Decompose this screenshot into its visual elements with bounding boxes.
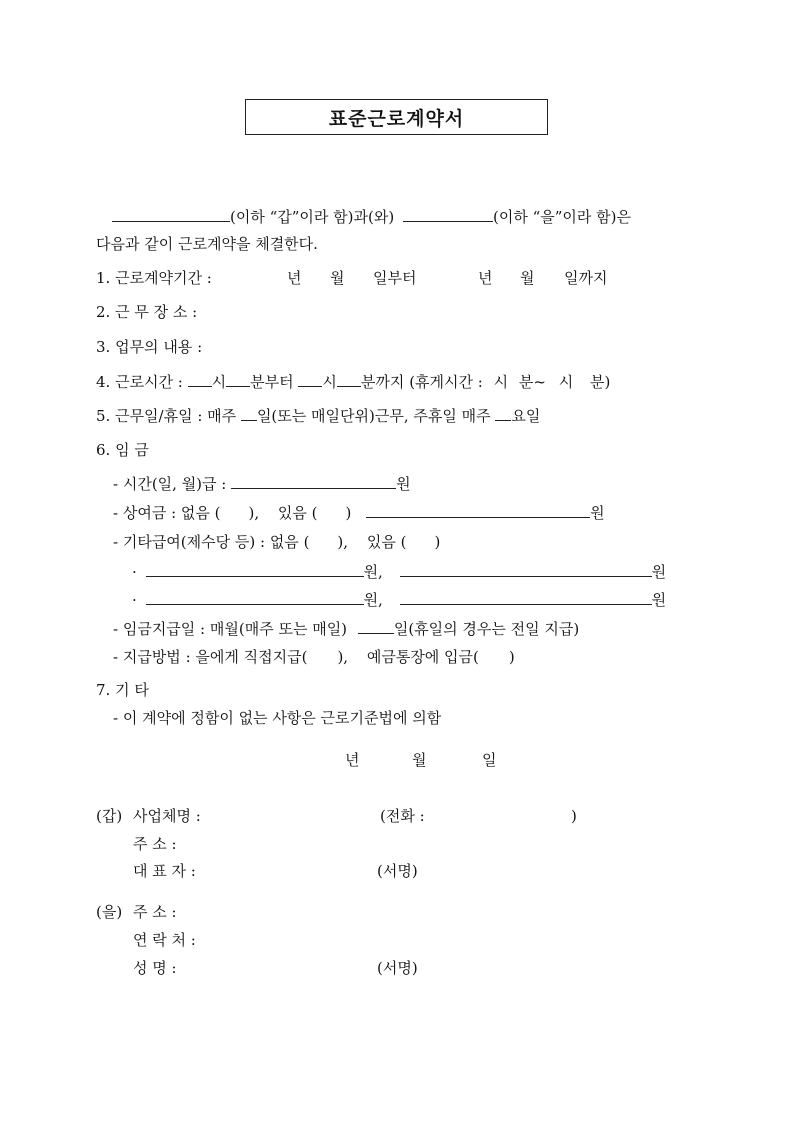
other-has-close: ) bbox=[434, 533, 441, 551]
party-b-name-label: 성 명 : bbox=[133, 959, 177, 977]
other-pay-label: - 기타급여(제수당 등) : 없음 ( bbox=[113, 533, 310, 551]
hourly-wage-blank[interactable] bbox=[231, 473, 396, 489]
bonus-amount-blank[interactable] bbox=[366, 502, 590, 518]
start-minute-blank[interactable] bbox=[226, 371, 250, 387]
other-has-label: 있음 ( bbox=[366, 533, 407, 551]
other-pay-item-1-left-blank[interactable] bbox=[146, 561, 364, 577]
item-1-day-start: 일부터 bbox=[373, 269, 417, 287]
item-5-label: 5. 근무일/휴일 : 매주 bbox=[96, 407, 237, 425]
bullet-dot: · bbox=[132, 563, 137, 581]
bonus-none-close: ), bbox=[248, 504, 260, 522]
hourly-wage-line bbox=[113, 473, 411, 494]
other-pay-item-1-right-blank[interactable] bbox=[400, 561, 652, 577]
payment-method-line bbox=[113, 647, 515, 667]
item-2-label: 2. 근 무 장 소 : bbox=[96, 303, 198, 321]
bonus-has-close: ) bbox=[345, 504, 352, 522]
party-b-tag: (을) bbox=[96, 903, 123, 921]
item-7-label: 7. 기 타 bbox=[96, 681, 149, 699]
end-minute-unit: 분까지 bbox=[360, 373, 405, 391]
item-5-line bbox=[96, 405, 540, 426]
break-minute-end: 분) bbox=[590, 373, 611, 391]
document-title: 표준근로계약서 bbox=[245, 99, 548, 135]
bonus-has-label: 있음 ( bbox=[277, 504, 318, 522]
payday-rest: 일(휴일의 경우는 전일 지급) bbox=[393, 620, 580, 638]
hourly-wage-label: - 시간(일, 월)급 : bbox=[113, 475, 227, 493]
item-3-label: 3. 업무의 내용 : bbox=[96, 338, 203, 356]
item-1-year-start: 년 bbox=[287, 269, 302, 287]
employee-name-blank[interactable] bbox=[403, 206, 493, 222]
intro-line-2: 다음과 같이 근로계약을 체결한다. bbox=[96, 235, 318, 253]
intro-party-b: (이하 “을”이라 함)은 bbox=[492, 208, 631, 226]
item-4-line bbox=[96, 371, 610, 392]
hourly-wage-unit: 원 bbox=[396, 475, 411, 493]
representative-label: 대 표 자 : bbox=[133, 862, 196, 880]
date-month: 월 bbox=[412, 751, 427, 769]
contact-label: 연 락 처 : bbox=[133, 931, 196, 949]
other-pay-item-2-left-unit: 원, bbox=[363, 591, 383, 609]
start-hour-unit: 시 bbox=[211, 373, 227, 391]
break-time-label: (휴게시간 : bbox=[409, 373, 483, 391]
item-6-label: 6. 임 금 bbox=[96, 441, 149, 459]
end-hour-unit: 시 bbox=[322, 373, 337, 391]
break-hour-end: 시 bbox=[558, 373, 574, 391]
item-1-day-end: 일까지 bbox=[564, 269, 608, 287]
payday-label: - 임금지급일 : 매월(매주 또는 매일) bbox=[113, 620, 348, 638]
phone-label: (전화 : bbox=[380, 807, 425, 825]
start-minute-unit: 분부터 bbox=[250, 373, 294, 391]
intro-line-1 bbox=[112, 206, 631, 227]
item-4-label: 4. 근로시간 : bbox=[96, 373, 183, 391]
start-hour-blank[interactable] bbox=[188, 371, 212, 387]
item-1-month-start: 월 bbox=[330, 269, 345, 287]
workdays-blank[interactable] bbox=[241, 405, 257, 421]
party-b-address-label: 주 소 : bbox=[133, 903, 177, 921]
other-pay-item-2-right-blank[interactable] bbox=[400, 589, 652, 605]
payday-line bbox=[113, 618, 579, 639]
deposit-label: 예금통장에 입금( bbox=[366, 648, 479, 666]
item-5-mid: 일(또는 매일단위)근무, 주휴일 매주 bbox=[256, 407, 491, 425]
payday-blank[interactable] bbox=[358, 618, 394, 634]
other-pay-row-2 bbox=[132, 589, 666, 610]
payment-method-label: - 지급방법 : 을에게 직접지급( bbox=[113, 648, 308, 666]
party-a-tag: (갑) bbox=[96, 807, 123, 825]
bonus-line bbox=[113, 502, 605, 523]
date-day: 일 bbox=[482, 751, 497, 769]
item-7-note: - 이 계약에 정함이 없는 사항은 근로기준법에 의함 bbox=[113, 709, 442, 727]
direct-pay-close: ), bbox=[337, 648, 349, 666]
other-none-close: ), bbox=[337, 533, 349, 551]
other-pay-item-2-left-blank[interactable] bbox=[146, 589, 364, 605]
party-a-address-label: 주 소 : bbox=[133, 835, 177, 853]
bullet-dot: · bbox=[132, 591, 137, 609]
deposit-close: ) bbox=[508, 648, 515, 666]
item-1-label: 1. 근로계약기간 : bbox=[96, 269, 212, 287]
other-pay-line bbox=[113, 532, 440, 552]
phone-close: ) bbox=[571, 807, 577, 825]
intro-party-a: (이하 “갑”이라 함)과(와) bbox=[230, 208, 395, 226]
end-minute-blank[interactable] bbox=[337, 371, 361, 387]
bonus-label: - 상여금 : 없음 ( bbox=[113, 504, 221, 522]
item-1-month-end: 월 bbox=[520, 269, 535, 287]
other-pay-row-1 bbox=[132, 561, 666, 582]
bonus-unit: 원 bbox=[590, 504, 605, 522]
date-year: 년 bbox=[345, 751, 360, 769]
party-a-signature[interactable]: (서명) bbox=[377, 862, 418, 880]
break-minute-start: 분~ bbox=[518, 373, 546, 391]
item-5-end: 요일 bbox=[511, 407, 541, 425]
end-hour-blank[interactable] bbox=[298, 371, 322, 387]
other-pay-item-2-right-unit: 원 bbox=[651, 591, 667, 609]
employer-name-blank[interactable] bbox=[112, 206, 230, 222]
break-hour-start: 시 bbox=[493, 373, 509, 391]
other-pay-item-1-right-unit: 원 bbox=[651, 563, 667, 581]
other-pay-item-1-left-unit: 원, bbox=[363, 563, 383, 581]
company-name-label: 사업체명 : bbox=[133, 807, 201, 825]
party-b-signature[interactable]: (서명) bbox=[377, 959, 418, 977]
weekly-holiday-blank[interactable] bbox=[495, 405, 511, 421]
item-1-year-end: 년 bbox=[478, 269, 493, 287]
